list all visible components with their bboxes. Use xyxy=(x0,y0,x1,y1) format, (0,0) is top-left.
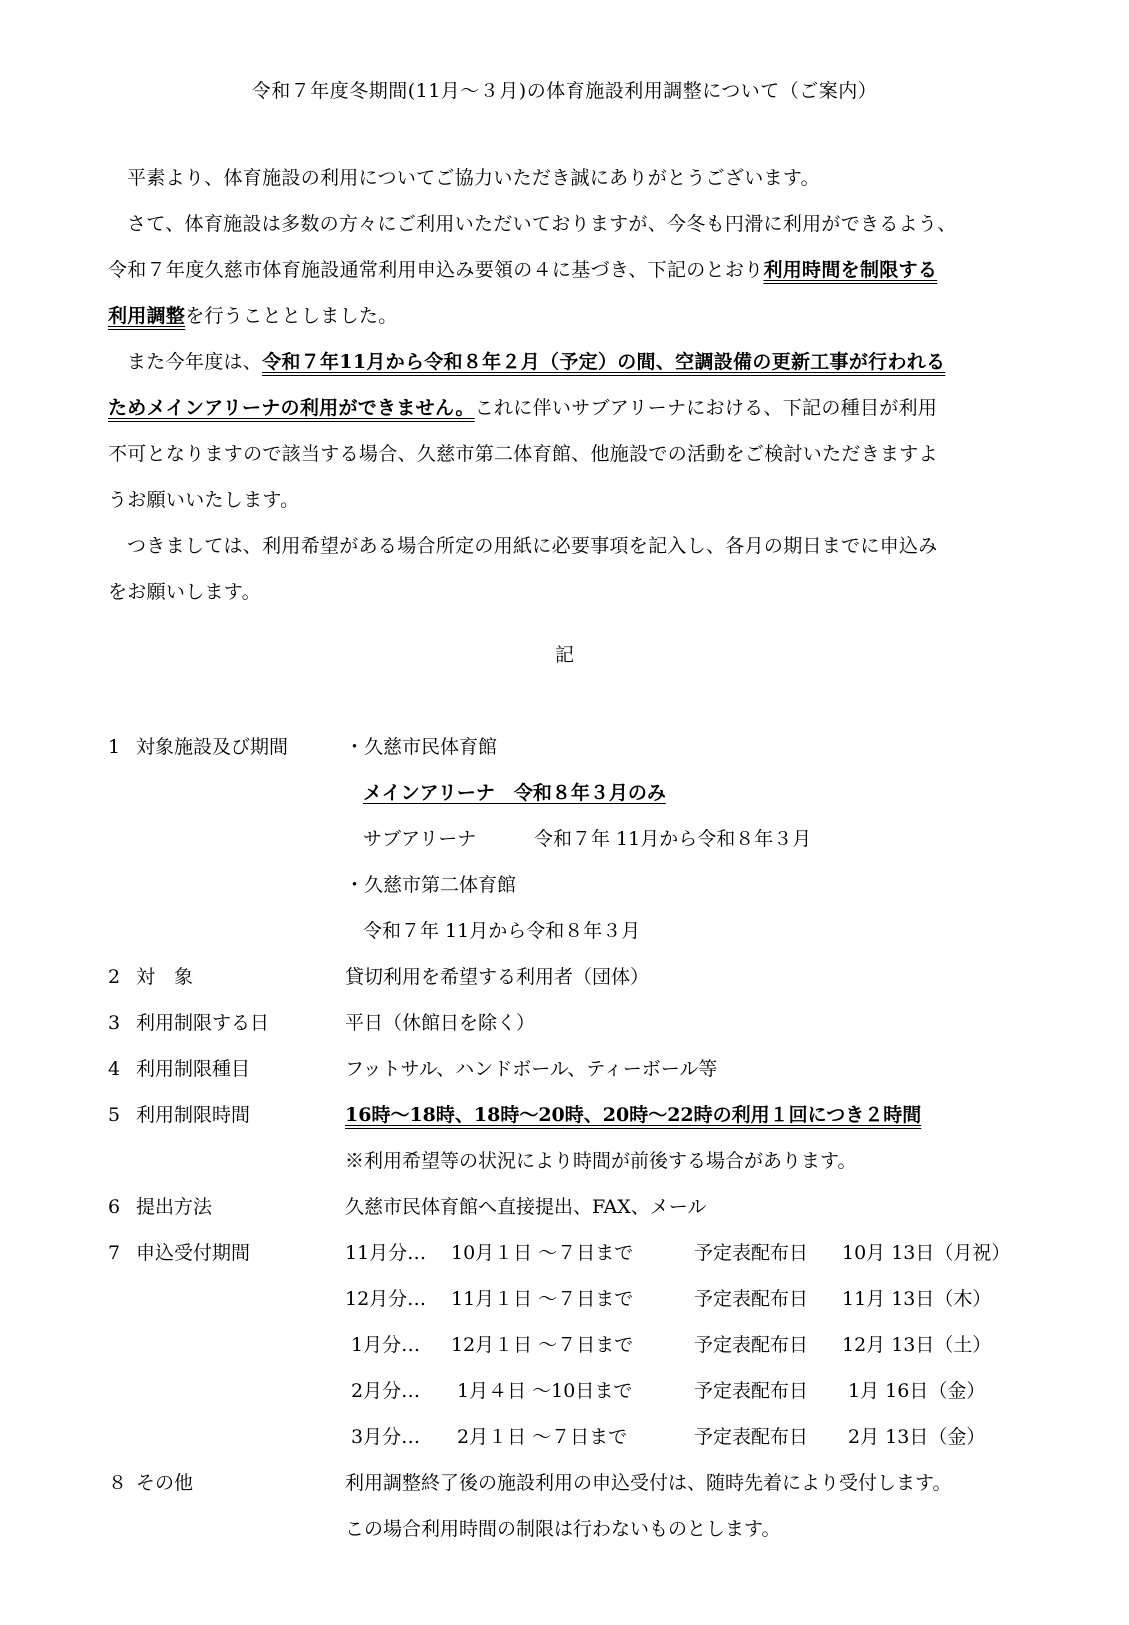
ki-heading: 記 xyxy=(554,644,574,666)
item-5-note: ※利用希望等の状況により時間が前後する場合があります。 xyxy=(345,1150,857,1172)
paragraph-2-line-2: 令和７年度久慈市体育施設通常利用申込み要領の４に基づき、下記のとおり利用時間を制限する xyxy=(108,259,938,281)
item-1-main-arena: メインアリーナ 令和８年３月のみ xyxy=(363,782,666,804)
emphasis-usage-adjust: 利用調整 xyxy=(108,305,186,327)
item-5: 5 利用制限時間 16時～18時、18時～20時、20時～22時の利用１回につき２時間 xyxy=(108,1104,922,1126)
item-4: 4 利用制限種目 フットサル、ハンドボール、ティーボール等 xyxy=(108,1058,718,1080)
paragraph-3-line-2: ためメインアリーナの利用ができません。これに伴いサブアリーナにおける、下記の種目が利用 xyxy=(108,397,938,419)
item-7-row-1: 7 申込受付期間 11月分… 10月１日 ～７日まで 予定表配布日 10月 13日（月祝） xyxy=(108,1242,1011,1264)
item-1: 1 対象施設及び期間 ・久慈市民体育館 xyxy=(108,724,1068,770)
item-7-row-2: 12月分… 11月１日 ～７日まで 予定表配布日 11月 13日（木） xyxy=(345,1288,992,1310)
item-1-sub-arena: サブアリーナ 令和７年 11月から令和８年３月 xyxy=(363,828,812,850)
item-8-line-2: この場合利用時間の制限は行わないものとします。 xyxy=(345,1518,781,1540)
item-list xyxy=(108,724,1068,1552)
paragraph-2-line-3: 利用調整を行うこととしました。 xyxy=(108,305,398,327)
paragraph-4-line-2: をお願いします。 xyxy=(108,581,261,603)
item-7-row-4: 2月分… 1月４日 ～10日まで 予定表配布日 1月 16日（金） xyxy=(345,1380,986,1402)
emphasis-main-arena-closed: ためメインアリーナの利用ができません。 xyxy=(108,397,475,419)
emphasis-time-limit: 利用時間を制限する xyxy=(763,259,938,281)
document-title: 令和７年度冬期間(11月～３月)の体育施設利用調整について（ご案内） xyxy=(251,80,878,102)
paragraph-1: 平素より、体育施設の利用についてご協力いただき誠にありがとうございます。 xyxy=(127,167,820,189)
item-1-second-gym: ・久慈市第二体育館 xyxy=(345,874,517,896)
emphasis-construction: 令和７年11月から令和８年２月（予定）の間、空調設備の更新工事が行われる xyxy=(262,351,946,373)
item-8: ８ その他 利用調整終了後の施設利用の申込受付は、随時先着により受付します。 xyxy=(108,1472,952,1494)
item-1-second-gym-period: 令和７年 11月から令和８年３月 xyxy=(363,920,641,942)
paragraph-2-line-1: さて、体育施設は多数の方々にご利用いただいておりますが、今冬も円滑に利用ができるよう、 xyxy=(127,213,957,235)
paragraph-3-line-4: うお願いいたします。 xyxy=(108,489,300,511)
paragraph-3-line-1: また今年度は、令和７年11月から令和８年２月（予定）の間、空調設備の更新工事が行われる xyxy=(127,351,946,373)
facility-kuji-gym: ・久慈市民体育館 xyxy=(345,736,498,758)
item-2: 2 対 象 貸切利用を希望する利用者（団体） xyxy=(108,966,650,988)
item-7-row-5: 3月分… 2月１日 ～７日まで 予定表配布日 2月 13日（金） xyxy=(345,1426,986,1448)
item-6: 6 提出方法 久慈市民体育館へ直接提出、FAX、メール xyxy=(108,1196,707,1218)
body-paragraphs xyxy=(108,155,1048,615)
paragraph-3-line-3: 不可となりますので該当する場合、久慈市第二体育館、他施設での活動をご検討いただきますよ xyxy=(108,443,938,465)
item-7-row-3: 1月分… 12月１日 ～７日まで 予定表配布日 12月 13日（土） xyxy=(345,1334,992,1356)
item-3: 3 利用制限する日 平日（休館日を除く） xyxy=(108,1012,536,1034)
paragraph-4-line-1: つきましては、利用希望がある場合所定の用紙に必要事項を記入し、各月の期日までに申込み xyxy=(127,535,938,557)
